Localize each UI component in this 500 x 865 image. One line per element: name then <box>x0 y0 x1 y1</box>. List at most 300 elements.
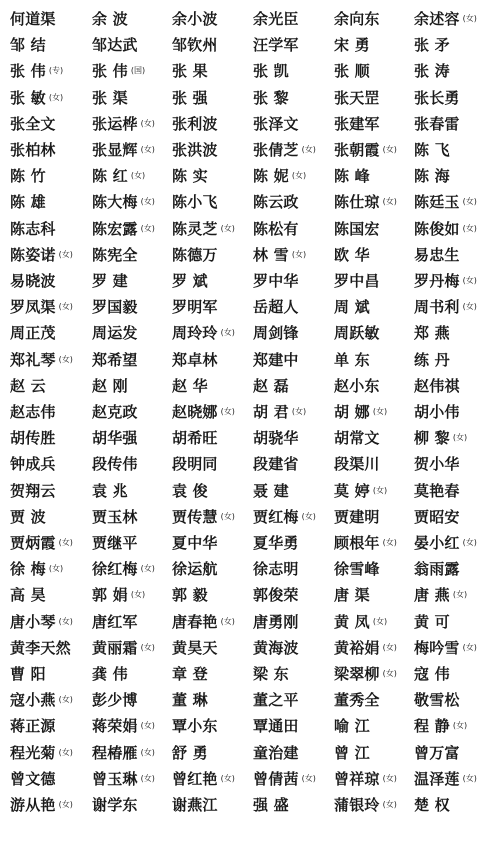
person-name: 温泽莲 <box>414 769 460 788</box>
roster-entry <box>172 425 218 451</box>
gender-tag: (女) <box>382 642 397 652</box>
gender-tag: (女) <box>452 433 468 443</box>
person-name: 徐雪峰 <box>334 560 380 579</box>
gender-tag: (女) <box>140 721 155 731</box>
gender-tag: (女) <box>140 773 155 783</box>
gender-tag: (女) <box>140 118 155 128</box>
gender-tag: (国) <box>130 66 146 76</box>
roster-entry <box>334 137 397 163</box>
person-name: 蒋荣娟 <box>92 717 138 736</box>
person-name: 顾根年 <box>334 534 380 553</box>
person-name: 陈廷玉 <box>414 193 460 212</box>
roster-entry <box>172 713 218 739</box>
roster-entry <box>334 451 380 477</box>
person-name: 张 凯 <box>253 62 289 81</box>
person-name: 罗丹梅 <box>414 272 460 291</box>
roster-entry <box>172 137 218 163</box>
person-name: 莫 婷 <box>334 481 370 500</box>
person-name: 林 雪 <box>253 245 289 264</box>
roster-entry <box>92 713 155 739</box>
roster-entry <box>172 740 208 766</box>
roster-entry <box>253 6 299 32</box>
roster-entry <box>10 530 73 556</box>
person-name: 邹达武 <box>92 36 138 55</box>
roster-entry <box>10 294 73 320</box>
person-name: 梁 东 <box>253 665 289 684</box>
person-name: 张 矛 <box>414 36 450 55</box>
roster-row <box>0 792 500 818</box>
roster-row <box>0 216 500 242</box>
person-name: 段传伟 <box>92 455 138 474</box>
gender-tag: (女) <box>382 145 397 155</box>
person-name: 陈 红 <box>92 167 128 186</box>
roster-entry <box>172 451 218 477</box>
roster-entry <box>253 163 306 189</box>
person-name: 黄 凤 <box>334 612 370 631</box>
gender-tag: (女) <box>462 302 477 312</box>
person-name: 徐运航 <box>172 560 218 579</box>
roster-entry <box>334 740 370 766</box>
person-name: 单 东 <box>334 350 370 369</box>
roster-entry <box>172 163 208 189</box>
person-name: 罗 斌 <box>172 272 208 291</box>
person-name: 张 强 <box>172 88 208 107</box>
roster-entry <box>253 451 299 477</box>
person-name: 陈 海 <box>414 167 450 186</box>
roster-entry <box>92 556 155 582</box>
roster-entry <box>253 189 299 215</box>
person-name: 陈宪全 <box>92 245 138 264</box>
person-name: 练 丹 <box>414 350 450 369</box>
roster-row <box>0 582 500 608</box>
gender-tag: (女) <box>48 564 64 574</box>
person-name: 董 琳 <box>172 691 208 710</box>
roster-entry <box>414 58 450 84</box>
person-name: 郭俊荣 <box>253 586 299 605</box>
roster-row <box>0 740 500 766</box>
person-name: 张建军 <box>334 114 380 133</box>
gender-tag: (专) <box>48 66 64 76</box>
gender-tag: (女) <box>462 14 477 24</box>
gender-tag: (女) <box>140 747 155 757</box>
person-name: 段明同 <box>172 455 218 474</box>
person-name: 汪学军 <box>253 36 299 55</box>
roster-entry <box>172 32 218 58</box>
person-name: 陈仕琼 <box>334 193 380 212</box>
person-name: 陈 实 <box>172 167 208 186</box>
person-name: 郑礼琴 <box>10 350 56 369</box>
roster-row <box>0 85 500 111</box>
roster-entry <box>334 687 380 713</box>
roster-entry <box>414 687 460 713</box>
person-name: 段建省 <box>253 455 299 474</box>
roster-entry <box>92 425 138 451</box>
roster-entry <box>10 242 73 268</box>
roster-entry <box>10 582 46 608</box>
person-name: 聂 建 <box>253 481 289 500</box>
roster-entry <box>10 216 56 242</box>
roster-entry <box>334 766 397 792</box>
roster-entry <box>334 635 397 661</box>
person-name: 贺翔云 <box>10 481 56 500</box>
person-name: 徐红梅 <box>92 560 138 579</box>
roster-entry <box>172 6 218 32</box>
roster-row <box>0 32 500 58</box>
person-name: 张 伟 <box>92 62 128 81</box>
roster-entry <box>334 582 370 608</box>
person-name: 陈 雄 <box>10 193 46 212</box>
roster-entry <box>253 425 299 451</box>
gender-tag: (女) <box>462 642 477 652</box>
person-name: 易晓波 <box>10 272 56 291</box>
roster-entry <box>253 661 289 687</box>
roster-row <box>0 504 500 530</box>
roster-entry <box>172 399 235 425</box>
roster-entry <box>334 661 397 687</box>
gender-tag: (女) <box>220 616 235 626</box>
person-name: 曾倩茜 <box>253 769 299 788</box>
roster-entry <box>92 111 155 137</box>
person-name: 赵伟祺 <box>414 376 460 395</box>
roster-row <box>0 451 500 477</box>
roster-entry <box>10 6 56 32</box>
gender-tag: (女) <box>452 590 468 600</box>
roster-row <box>0 189 500 215</box>
roster-entry <box>334 216 380 242</box>
person-name: 覃通田 <box>253 717 299 736</box>
person-name: 赵小东 <box>334 376 380 395</box>
gender-tag: (女) <box>382 773 397 783</box>
roster-entry <box>414 530 477 556</box>
person-name: 贾红梅 <box>253 507 299 526</box>
roster-entry <box>253 268 299 294</box>
person-name: 陈俊如 <box>414 219 460 238</box>
roster-entry <box>334 111 380 137</box>
roster-entry <box>253 740 299 766</box>
person-name: 喻 江 <box>334 717 370 736</box>
person-name: 陈小飞 <box>172 193 218 212</box>
roster-entry <box>414 163 450 189</box>
person-name: 唐勇刚 <box>253 612 299 631</box>
roster-entry <box>92 347 138 373</box>
roster-entry <box>92 635 155 661</box>
person-name: 谢燕江 <box>172 796 218 815</box>
person-name: 郑卓林 <box>172 350 218 369</box>
roster-entry <box>414 661 450 687</box>
roster-row <box>0 661 500 687</box>
person-name: 胡骁华 <box>253 429 299 448</box>
person-name: 罗 建 <box>92 272 128 291</box>
person-name: 张全文 <box>10 114 56 133</box>
person-name: 黄海波 <box>253 638 299 657</box>
roster-entry <box>334 792 397 818</box>
person-name: 贾炳霞 <box>10 534 56 553</box>
person-name: 宋 勇 <box>334 36 370 55</box>
roster-entry <box>253 85 289 111</box>
roster-row <box>0 556 500 582</box>
gender-tag: (女) <box>291 407 307 417</box>
person-name: 莫艳春 <box>414 481 460 500</box>
roster-entry <box>10 661 46 687</box>
roster-entry <box>334 399 387 425</box>
person-name: 赵 磊 <box>253 376 289 395</box>
gender-tag: (女) <box>140 145 155 155</box>
roster-entry <box>414 713 467 739</box>
roster-entry <box>10 425 56 451</box>
person-name: 胡常文 <box>334 429 380 448</box>
roster-entry <box>10 399 56 425</box>
roster-entry <box>10 58 63 84</box>
roster-entry <box>172 347 218 373</box>
roster-entry <box>92 242 138 268</box>
roster-entry <box>172 609 235 635</box>
person-name: 郑建中 <box>253 350 299 369</box>
roster-entry <box>10 347 73 373</box>
person-name: 胡小伟 <box>414 403 460 422</box>
roster-entry <box>253 478 289 504</box>
person-name: 黄李天然 <box>10 638 71 657</box>
roster-entry <box>92 320 138 346</box>
gender-tag: (女) <box>372 485 388 495</box>
gender-tag: (女) <box>140 197 155 207</box>
roster-entry <box>172 242 218 268</box>
roster-entry <box>92 687 138 713</box>
person-name: 张倩芝 <box>253 141 299 160</box>
gender-tag: (女) <box>140 223 155 233</box>
person-name: 罗中昌 <box>334 272 380 291</box>
person-name: 张 果 <box>172 62 208 81</box>
person-name: 周剑锋 <box>253 324 299 343</box>
roster-entry <box>253 137 316 163</box>
roster-entry <box>334 425 380 451</box>
roster-entry <box>172 582 208 608</box>
person-name: 张 涛 <box>414 62 450 81</box>
roster-row <box>0 399 500 425</box>
roster-entry <box>414 242 460 268</box>
roster-entry <box>414 32 450 58</box>
roster-entry <box>172 189 218 215</box>
person-name: 罗明军 <box>172 298 218 317</box>
roster-entry <box>414 399 460 425</box>
roster-entry <box>414 373 460 399</box>
person-name: 余向东 <box>334 10 380 29</box>
roster-entry <box>10 687 73 713</box>
roster-entry <box>10 609 73 635</box>
person-name: 贾继平 <box>92 534 138 553</box>
roster-entry <box>92 268 128 294</box>
roster-entry <box>253 320 299 346</box>
person-name: 陈 妮 <box>253 167 289 186</box>
roster-entry <box>172 635 218 661</box>
person-name: 郑希望 <box>92 350 138 369</box>
roster-entry <box>92 504 138 530</box>
roster-entry <box>414 425 467 451</box>
roster-entry <box>92 58 145 84</box>
person-name: 张柏林 <box>10 141 56 160</box>
roster-row <box>0 320 500 346</box>
gender-tag: (女) <box>382 800 397 810</box>
roster-entry <box>10 111 56 137</box>
person-name: 翁雨露 <box>414 560 460 579</box>
roster-entry <box>253 347 299 373</box>
roster-entry <box>10 189 46 215</box>
roster-entry <box>172 85 208 111</box>
person-name: 胡 娜 <box>334 403 370 422</box>
person-name: 袁 兆 <box>92 481 128 500</box>
person-name: 陈灵芝 <box>172 219 218 238</box>
person-name: 张 渠 <box>92 88 128 107</box>
roster-row <box>0 530 500 556</box>
roster-entry <box>10 766 56 792</box>
roster-entry <box>10 635 71 661</box>
person-name: 余小波 <box>172 10 218 29</box>
roster-entry <box>334 32 370 58</box>
person-name: 郭 娟 <box>92 586 128 605</box>
person-name: 贾昭安 <box>414 507 460 526</box>
person-name: 陈大梅 <box>92 193 138 212</box>
roster-entry <box>92 137 155 163</box>
roster-entry <box>414 556 460 582</box>
roster-entry <box>92 609 138 635</box>
roster-entry <box>334 58 370 84</box>
person-name: 曾文德 <box>10 769 56 788</box>
gender-tag: (女) <box>462 197 477 207</box>
gender-tag: (女) <box>220 511 235 521</box>
roster-entry <box>253 294 299 320</box>
roster-entry <box>253 504 316 530</box>
gender-tag: (女) <box>382 669 397 679</box>
roster-row <box>0 478 500 504</box>
person-name: 楚 权 <box>414 796 450 815</box>
person-name: 罗国毅 <box>92 298 138 317</box>
gender-tag: (女) <box>220 223 235 233</box>
roster-entry <box>253 582 299 608</box>
roster-entry <box>10 85 63 111</box>
person-name: 郭 毅 <box>172 586 208 605</box>
roster-entry <box>253 399 306 425</box>
roster-entry <box>414 216 477 242</box>
roster-entry <box>92 792 138 818</box>
person-name: 陈宏露 <box>92 219 138 238</box>
person-name: 柳 黎 <box>414 429 450 448</box>
roster-entry <box>172 766 235 792</box>
roster-row <box>0 294 500 320</box>
person-name: 胡希旺 <box>172 429 218 448</box>
person-name: 张运桦 <box>92 114 138 133</box>
roster-entry <box>334 609 387 635</box>
person-name: 徐 梅 <box>10 560 46 579</box>
roster-entry <box>253 687 299 713</box>
roster-entry <box>92 216 155 242</box>
roster-row <box>0 163 500 189</box>
roster-entry <box>253 242 306 268</box>
roster-entry <box>92 451 138 477</box>
person-name: 贾建明 <box>334 507 380 526</box>
roster-entry <box>92 478 128 504</box>
person-name: 陈 飞 <box>414 141 450 160</box>
person-name: 陈云政 <box>253 193 299 212</box>
roster-entry <box>414 320 450 346</box>
person-name: 赵志伟 <box>10 403 56 422</box>
person-name: 覃小东 <box>172 717 218 736</box>
roster-entry <box>253 530 299 556</box>
person-name: 欧 华 <box>334 245 370 264</box>
gender-tag: (女) <box>48 92 64 102</box>
person-name: 周运发 <box>92 324 138 343</box>
roster-entry <box>92 582 145 608</box>
roster-entry <box>334 478 387 504</box>
person-name: 唐小琴 <box>10 612 56 631</box>
person-name: 陈 竹 <box>10 167 46 186</box>
gender-tag: (女) <box>462 276 477 286</box>
gender-tag: (女) <box>220 407 235 417</box>
roster-entry <box>172 216 235 242</box>
roster-entry <box>414 189 477 215</box>
roster-entry <box>172 58 208 84</box>
person-name: 蒋正源 <box>10 717 56 736</box>
roster-row <box>0 58 500 84</box>
roster-entry <box>172 268 208 294</box>
person-name: 唐 燕 <box>414 586 450 605</box>
person-name: 胡 君 <box>253 403 289 422</box>
person-name: 梁翠柳 <box>334 665 380 684</box>
roster-entry <box>10 163 46 189</box>
person-name: 董秀全 <box>334 691 380 710</box>
person-name: 曹 阳 <box>10 665 46 684</box>
gender-tag: (女) <box>58 249 73 259</box>
roster-entry <box>334 504 380 530</box>
person-name: 贾传慧 <box>172 507 218 526</box>
person-name: 梅吟雪 <box>414 638 460 657</box>
person-name: 黄 可 <box>414 612 450 631</box>
roster-entry <box>334 556 380 582</box>
roster-entry <box>172 687 208 713</box>
person-name: 胡传胜 <box>10 429 56 448</box>
roster-entry <box>92 661 128 687</box>
person-name: 陈松有 <box>253 219 299 238</box>
roster-entry <box>172 556 218 582</box>
person-name: 赵克政 <box>92 403 138 422</box>
person-name: 程光菊 <box>10 743 56 762</box>
roster-entry <box>10 32 46 58</box>
roster-entry <box>253 216 299 242</box>
roster-entry <box>253 32 299 58</box>
person-name: 黄昊天 <box>172 638 218 657</box>
roster-entry <box>172 373 208 399</box>
person-name: 贺小华 <box>414 455 460 474</box>
gender-tag: (女) <box>58 538 73 548</box>
roster-entry <box>253 58 289 84</box>
roster-entry <box>414 85 460 111</box>
person-name: 邹 结 <box>10 36 46 55</box>
roster-entry <box>92 294 138 320</box>
person-name: 张 伟 <box>10 62 46 81</box>
roster-entry <box>10 740 73 766</box>
roster-entry <box>172 792 218 818</box>
person-name: 寇小燕 <box>10 691 56 710</box>
gender-tag: (女) <box>372 407 388 417</box>
person-name: 彭少博 <box>92 691 138 710</box>
roster-entry <box>10 451 56 477</box>
gender-tag: (女) <box>291 171 307 181</box>
person-name: 余光臣 <box>253 10 299 29</box>
person-name: 余 波 <box>92 10 128 29</box>
roster-row <box>0 766 500 792</box>
person-name: 高 昊 <box>10 586 46 605</box>
person-name: 谢学东 <box>92 796 138 815</box>
person-name: 贾 波 <box>10 507 46 526</box>
roster-entry <box>172 294 218 320</box>
